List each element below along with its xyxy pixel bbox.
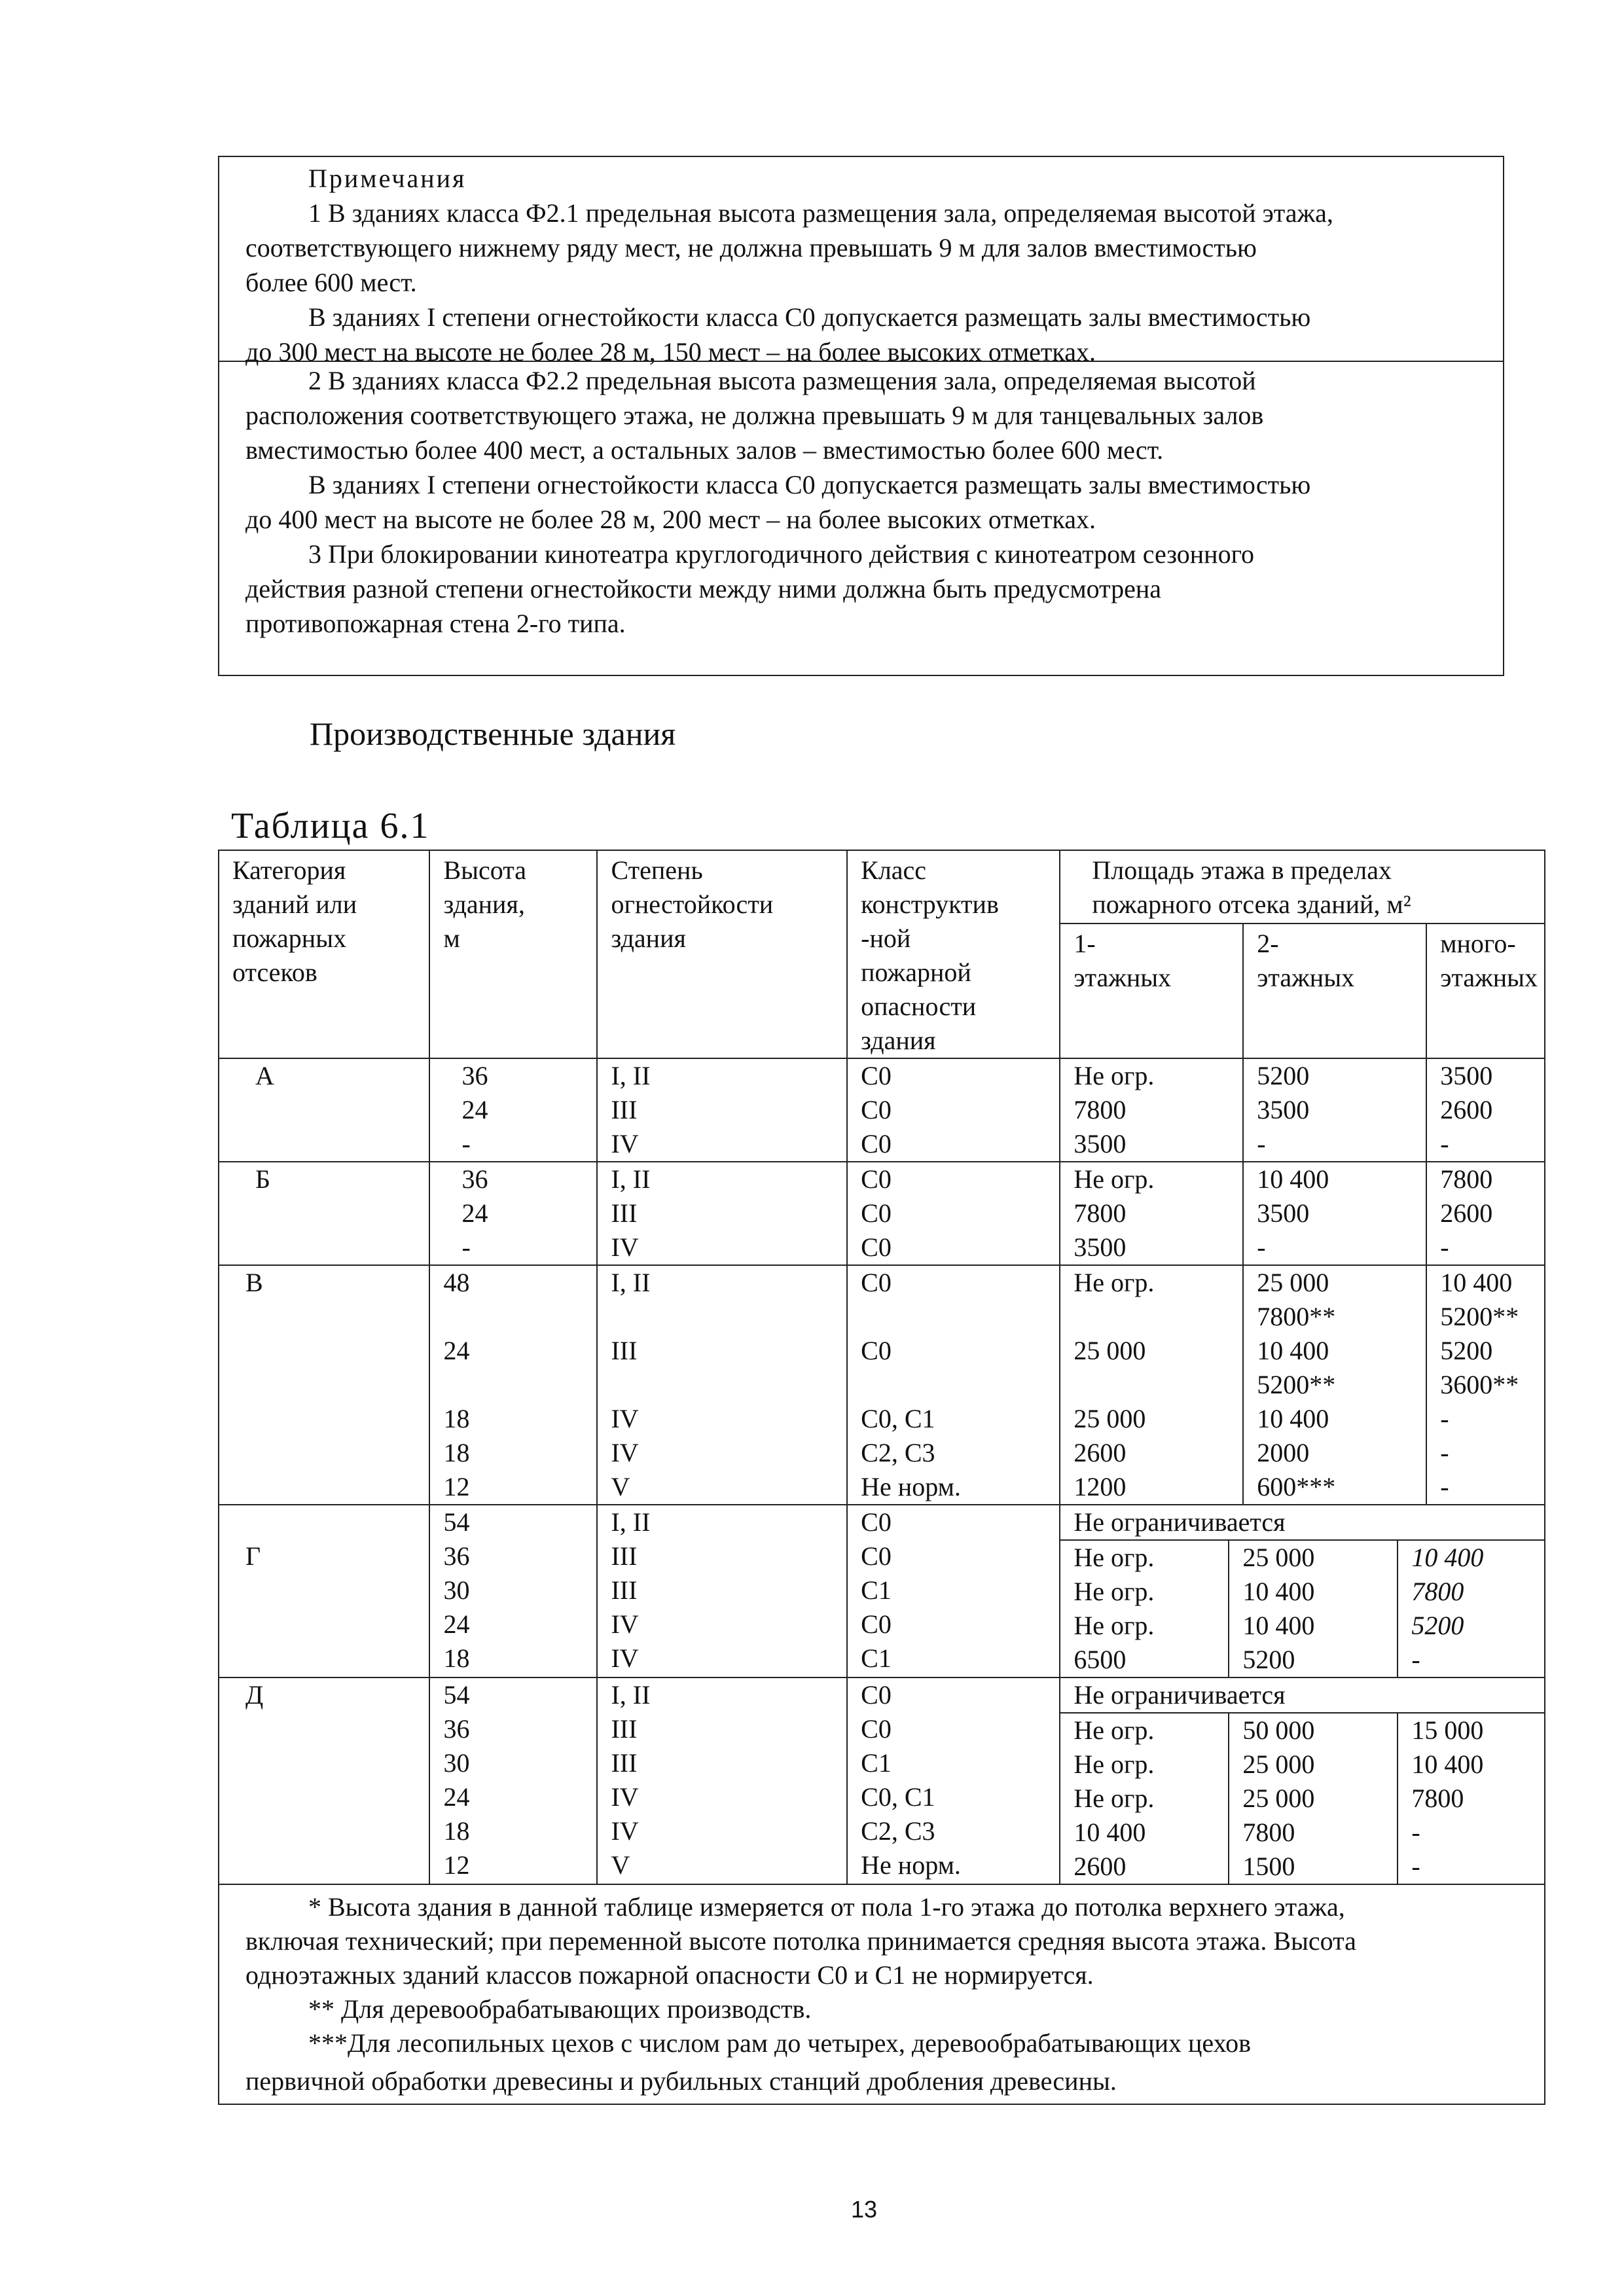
notes-section-2 [219, 362, 1503, 641]
footnote-line: * Высота здания в данной таблице измеряется от пола 1-го этажа до потолка верхнего этажа, [308, 1892, 1345, 1922]
table-row [219, 1058, 1545, 1162]
height-cell: 54 36 30 24 18 12 [429, 1677, 597, 1884]
section-heading: Производственные здания [310, 715, 676, 752]
area-one-cell: Не огр. 7800 3500 [1060, 1162, 1243, 1265]
note-1-line: 1 В зданиях класса Ф2.1 предельная высота размещения зала, определяемая высотой этажа, [308, 198, 1333, 228]
header-class: Класс конструктив -ной пожарной опасности здания [847, 850, 1060, 1058]
note-2-line: вместимостью более 400 мест, а остальных залов – вместимостью более 600 мест. [245, 435, 1164, 465]
header-one-storey: 1- этажных [1060, 924, 1243, 1058]
category-cell: А [219, 1058, 429, 1162]
footnotes-cell [219, 1884, 1545, 2104]
area-one-cell: Не огр. Не огр. Не огр. 6500 [1060, 1540, 1229, 1677]
buildings-table [218, 850, 1545, 2105]
class-cell: С0 С0 С0, С1 С2, С3 Не норм. [847, 1265, 1060, 1505]
note-3-line: действия разной степени огнестойкости между ними должна быть предусмотрена [245, 574, 1162, 603]
category-cell: В [219, 1265, 429, 1505]
degree-cell: I, II III IV [597, 1162, 847, 1265]
class-cell: С0 С0 С1 С0, С1 С2, С3 Не норм. [847, 1677, 1060, 1884]
category-cell: Г [219, 1505, 429, 1677]
area-two-cell: 5200 3500 - [1243, 1058, 1426, 1162]
class-cell: С0 С0 С0 [847, 1058, 1060, 1162]
area-one-cell: Не огр. 7800 3500 [1060, 1058, 1243, 1162]
area-cell-group [1060, 1505, 1545, 1677]
area-two-cell: 25 000 7800** 10 400 5200** 10 400 2000 600*** [1243, 1265, 1426, 1505]
area-subtable [1060, 1678, 1544, 1884]
table-row [219, 1162, 1545, 1265]
page-number: 13 [851, 2196, 878, 2223]
unlimited-cell: Не ограничивается [1060, 1678, 1544, 1713]
note-1-line: В зданиях I степени огнестойкости класса С0 допускается размещать залы вместимостью [308, 302, 1311, 332]
area-one-cell: Не огр. Не огр. Не огр. 10 400 2600 [1060, 1713, 1229, 1884]
header-multi-storey: много- этажных [1426, 924, 1545, 1058]
notes-section-1 [219, 157, 1503, 367]
note-3-line: противопожарная стена 2-го типа. [245, 609, 626, 638]
footnotes-row [219, 1884, 1545, 2104]
degree-cell: I, II III III IV IV [597, 1505, 847, 1677]
area-multi-cell: 7800 2600 - [1426, 1162, 1545, 1265]
header-area: Площадь этажа в пределах пожарного отсека зданий, м² [1060, 850, 1545, 924]
footnote-line: ** Для деревообрабатывающих производств. [308, 1994, 812, 2024]
area-cell-group [1060, 1677, 1545, 1884]
area-multi-cell: 15 000 10 400 7800 - - [1411, 1715, 1484, 1881]
area-two-cell: 10 400 3500 - [1243, 1162, 1426, 1265]
height-cell: 36 24 - [429, 1058, 597, 1162]
unlimited-cell: Не ограничивается [1060, 1505, 1544, 1540]
table-caption: Таблица 6.1 [231, 806, 430, 846]
degree-cell: I, II III IV IV V [597, 1265, 847, 1505]
note-2-line: до 400 мест на высоте не более 28 м, 200 мест – на более высоких отметках. [245, 505, 1096, 534]
note-3-line: 3 При блокировании кинотеатра круглогодичного действия с кинотеатром сезонного [308, 539, 1254, 569]
note-1-line: соответствующего нижнему ряду мест, не должна превышать 9 м для залов вместимостью [245, 233, 1257, 262]
height-cell: 48 24 18 18 12 [429, 1265, 597, 1505]
height-cell: 54 36 30 24 18 [429, 1505, 597, 1677]
height-cell: 36 24 - [429, 1162, 597, 1265]
class-cell: С0 С0 С0 [847, 1162, 1060, 1265]
area-multi-cell: 3500 2600 - [1426, 1058, 1545, 1162]
degree-cell: I, II III IV [597, 1058, 847, 1162]
notes-box [218, 156, 1504, 676]
note-1-line: более 600 мест. [245, 268, 417, 297]
notes-title: Примечания [308, 164, 467, 193]
note-2-line: В зданиях I степени огнестойкости класса С0 допускается размещать залы вместимостью [308, 470, 1311, 499]
class-cell: С0 С0 С1 С0 С1 [847, 1505, 1060, 1677]
footnote-line: одноэтажных зданий классов пожарной опасности С0 и С1 не нормируется. [245, 1960, 1094, 1990]
header-two-storey: 2- этажных [1243, 924, 1426, 1058]
table-row [219, 1677, 1545, 1884]
header-height: Высота здания, м [429, 850, 597, 1058]
footnote-line: включая технический; при переменной высоте потолка принимается средняя высота этажа. Высота [245, 1926, 1356, 1956]
table-row [219, 1265, 1545, 1505]
header-category: Категория зданий или пожарных отсеков [219, 850, 429, 1058]
footnote-line: ***Для лесопильных цехов с числом рам до четырех, деревообрабатывающих цехов [308, 2028, 1252, 2058]
header-row [219, 850, 1545, 924]
note-2-line: расположения соответствующего этажа, не должна превышать 9 м для танцевальных залов [245, 401, 1264, 430]
area-subtable [1060, 1505, 1544, 1677]
area-multi-cell: 10 400 7800 5200 - [1411, 1543, 1484, 1674]
note-2-line: 2 В зданиях класса Ф2.2 предельная высота размещения зала, определяемая высотой [308, 366, 1256, 395]
note-1-line: до 300 мест на высоте не более 28 м, 150 мест – на более высоких отметках. [245, 337, 1096, 367]
category-cell: Б [219, 1162, 429, 1265]
area-multi-cell: 10 400 5200** 5200 3600** - - - [1426, 1265, 1545, 1505]
area-one-cell: Не огр. 25 000 25 000 2600 1200 [1060, 1265, 1243, 1505]
header-degree: Степень огнестойкости здания [597, 850, 847, 1058]
category-cell: Д [219, 1677, 429, 1884]
area-two-cell: 25 000 10 400 10 400 5200 [1229, 1540, 1398, 1677]
table-row [219, 1505, 1545, 1677]
degree-cell: I, II III III IV IV V [597, 1677, 847, 1884]
footnote-line: первичной обработки древесины и рубильных станций дробления древесины. [245, 2066, 1117, 2096]
area-two-cell: 50 000 25 000 25 000 7800 1500 [1229, 1713, 1398, 1884]
